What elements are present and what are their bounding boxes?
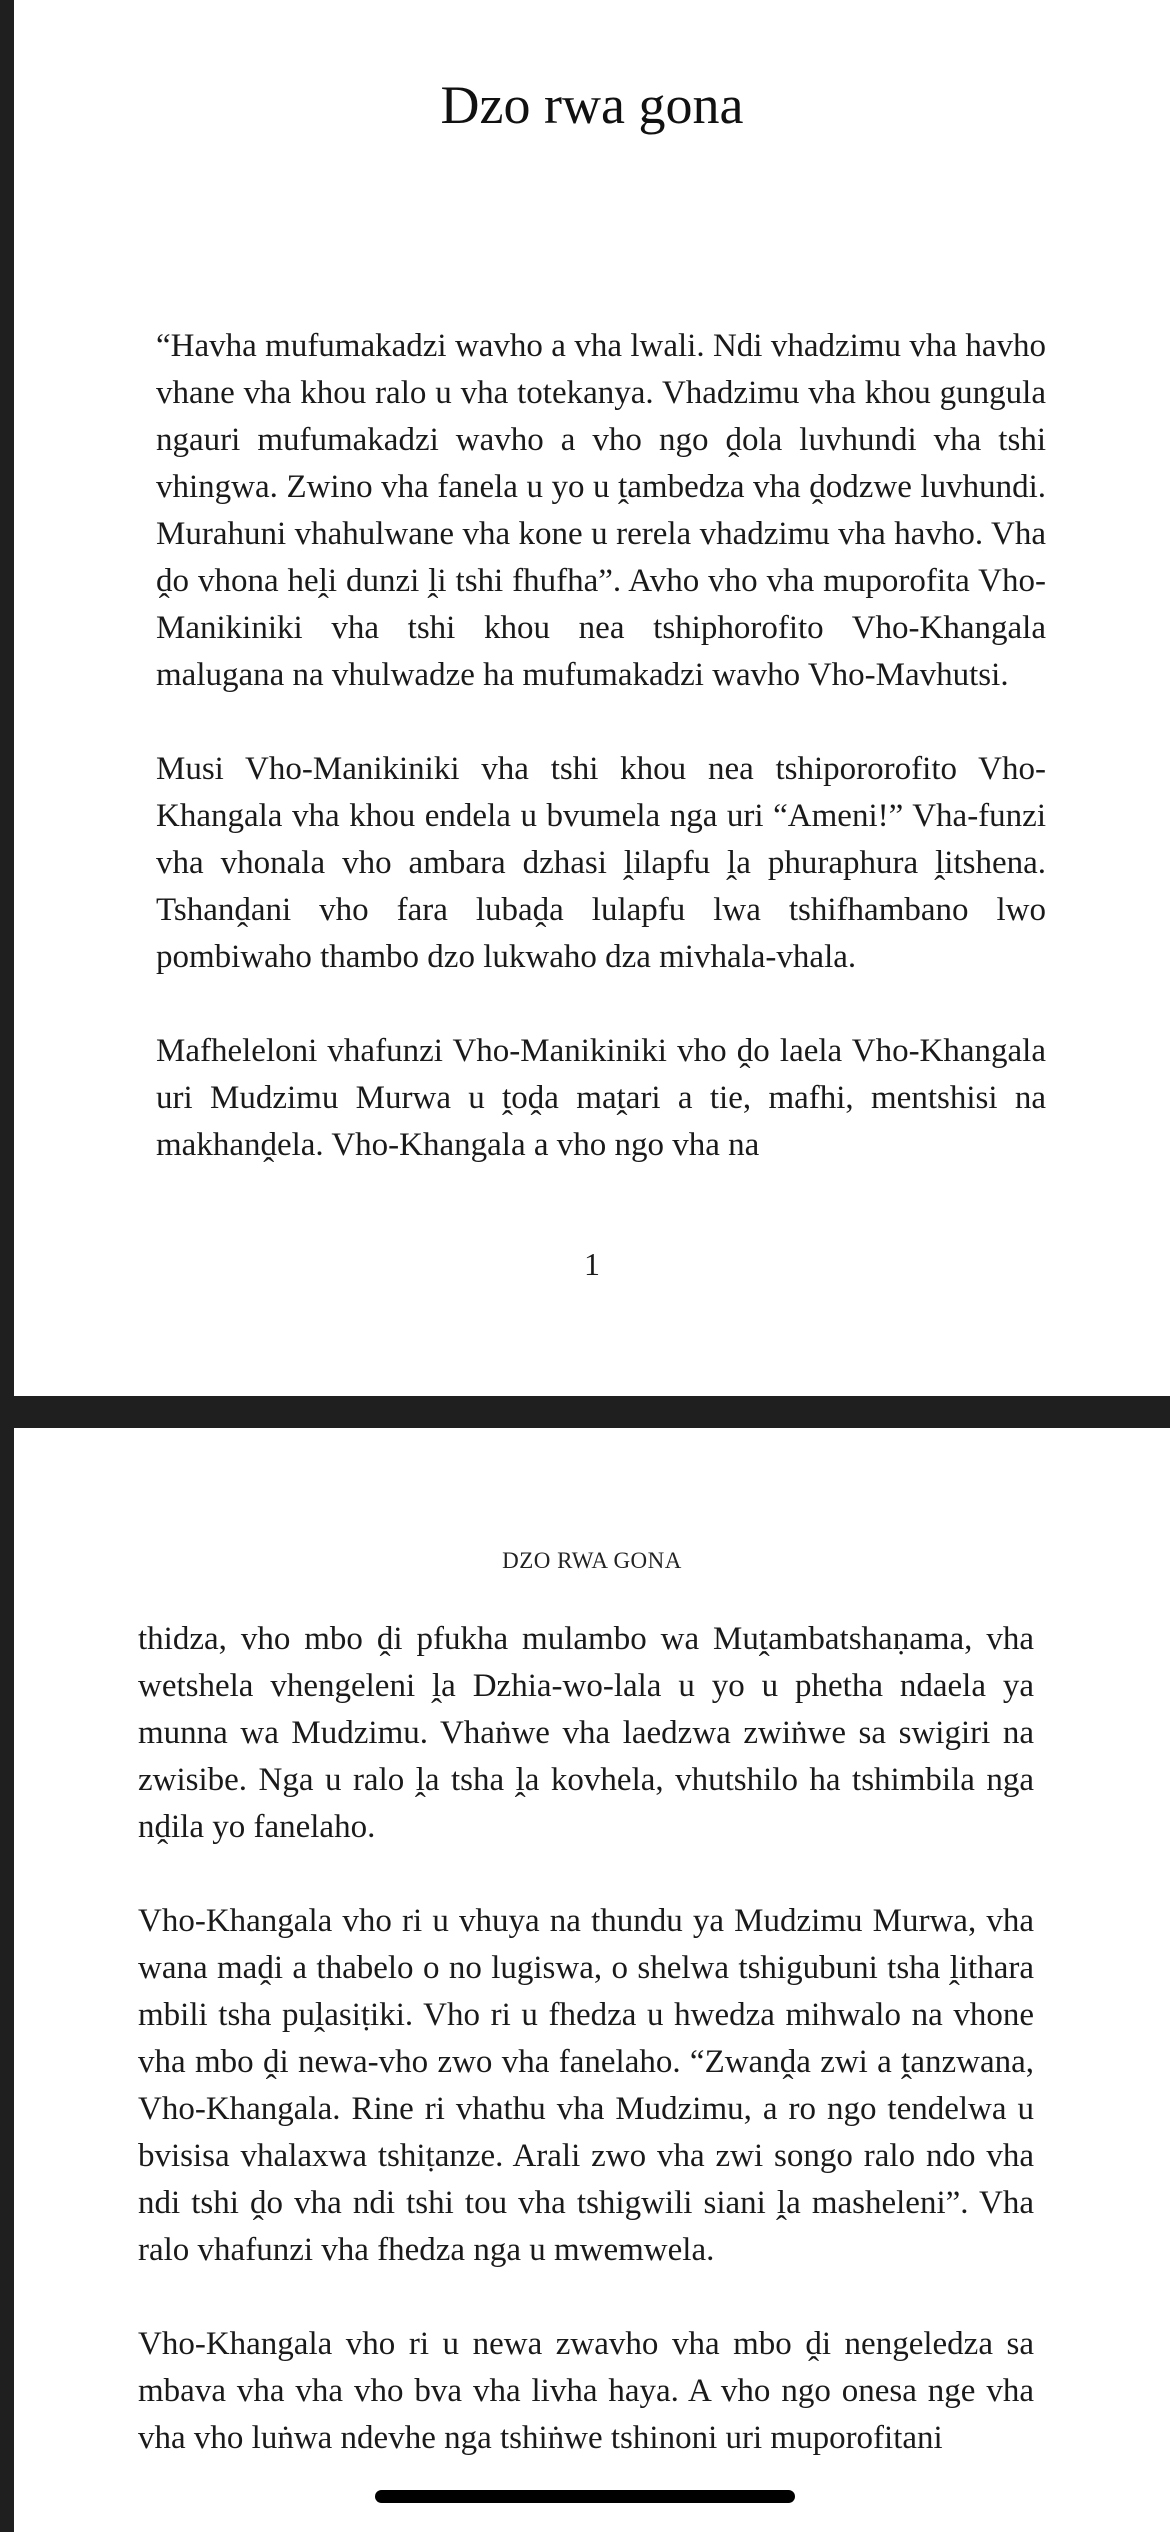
home-indicator[interactable] — [375, 2490, 795, 2503]
page-number: 1 — [584, 1246, 600, 1282]
page-1-body — [156, 323, 1046, 1216]
book-page-1 — [14, 0, 1170, 1396]
page-2-body — [138, 1616, 1034, 2509]
chapter-title: Dzo rwa gona — [440, 75, 744, 135]
paragraph: thidza, vho mbo ḓi pfukha mulambo wa Muṱambatshaṇama, vha wetshela vhengeleni ḽa Dzhia-wo-lala u yo u phetha ndaela ya munna wa Mudzimu. Vhaṅwe vha laedzwa zwiṅwe sa swigiri na zwisibe. Nga u ralo ḽa tsha ḽa kovhela, vhutshilo ha tshimbila nga nḓila yo fanelaho. — [138, 1621, 1034, 1845]
paragraph: Musi Vho-Manikiniki vha tshi khou nea tshipororofito Vho-Khangala vha khou endela u bvumela nga uri “Ameni!” Vha-funzi vha vhonala vho ambara dzhasi ḽilapfu ḽa phuraphura ḽitshena. Tshanḓani vho fara lubaḓa lulapfu lwa tshifhambano lwo pombiwaho thambo dzo lukwaho dza mivhala-vhala. — [156, 751, 1046, 975]
paragraph: Mafheleloni vhafunzi Vho-Manikiniki vho ḓo laela Vho-Khangala uri Mudzimu Murwa u ṱoḓa maṱari a tie, mafhi, mentshisi na makhanḓela. Vho-Khangala a vho ngo vha na — [156, 1033, 1046, 1163]
paragraph: Vho-Khangala vho ri u vhuya na thundu ya Mudzimu Murwa, vha wana maḓi a thabelo o no lugiswa, o shelwa tshigubuni tsha ḽithara mbili tsha puḽasiṭiki. Vho ri u fhedza u hwedza mihwalo na vhone vha mbo ḓi newa-vho zwo vha fanelaho. “Zwanḓa zwi a ṱanzwana, Vho-Khangala. Rine ri vhathu vha Mudzimu, a ro ngo tendelwa u bvisisa vhalaxwa tshiṭanze. Arali zwo vha zwi songo ralo ndo vha ndi tshi ḓo vha ndi tshi tou vha tshigwili siani ḽa masheleni”. Vha ralo vhafunzi vha fhedza nga u mwemwela. — [138, 1903, 1034, 2268]
paragraph: Vho-Khangala vho ri u newa zwavho vha mbo ḓi nengeledza sa mbava vha vha vho bva vha livha haya. A vho ngo onesa nge vha vha vho luṅwa ndevhe nga tshiṅwe tshinoni uri muporofitani — [138, 2326, 1034, 2456]
paragraph: “Havha mufumakadzi wavho a vha lwali. Ndi vhadzimu vha havho vhane vha khou ralo u vha totekanya. Vhadzimu vha khou gungula ngauri mufumakadzi wavho a vho ngo ḓola luvhundi vha tshi vhingwa. Zwino vha fanela u yo u ṱambedza vha ḓodzwe luvhundi. Murahuni vhahulwane vha kone u rerela vhadzimu vha havho. Vha ḓo vhona heḽi dunzi ḽi tshi fhufha”. Avho vho vha muporofita Vho-Manikiniki vha tshi khou nea tshiphorofito Vho-Khangala malugana na vhulwadze ha mufumakadzi wavho Vho-Mavhutsi. — [156, 328, 1046, 693]
book-page-2 — [14, 1428, 1170, 2532]
running-header: DZO RWA GONA — [502, 1548, 682, 1573]
